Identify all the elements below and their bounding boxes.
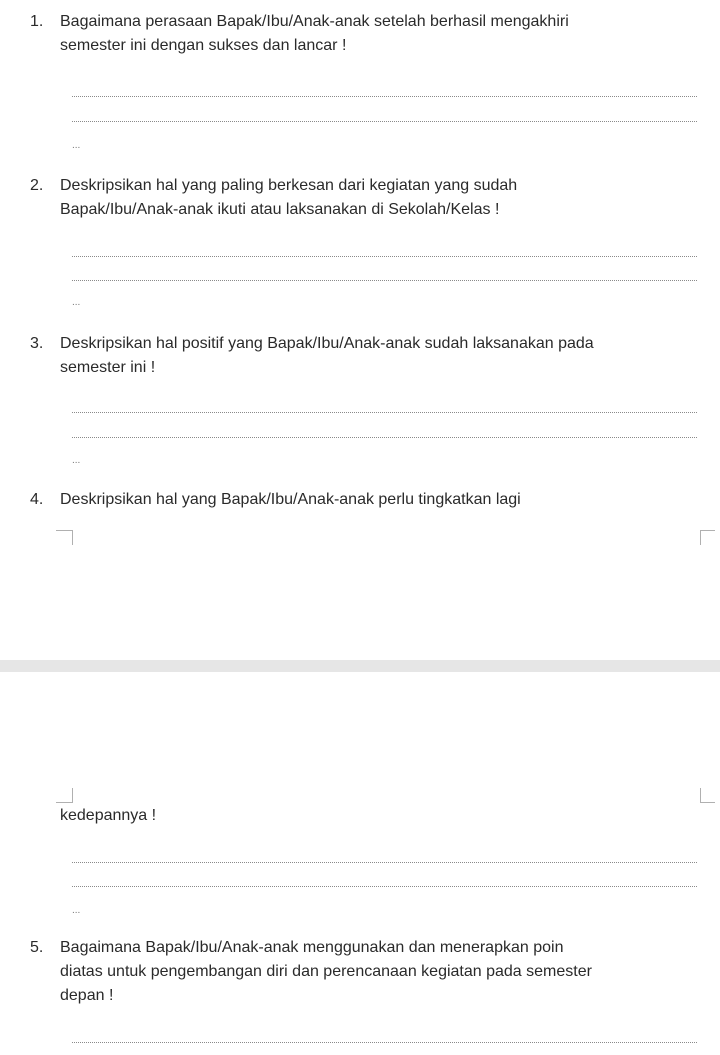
question-3 xyxy=(30,332,700,380)
question-text xyxy=(60,936,700,1008)
answer-line[interactable] xyxy=(72,96,697,97)
question-line: Deskripsikan hal yang Bapak/Ibu/Anak-anak perlu tingkatkan lagi xyxy=(60,491,521,508)
question-line: Bagaimana perasaan Bapak/Ibu/Anak-anak setelah berhasil mengakhiri xyxy=(60,13,569,30)
question-text xyxy=(60,10,700,58)
question-line: Bapak/Ibu/Anak-anak ikuti atau laksanakan di Sekolah/Kelas ! xyxy=(60,201,500,218)
answer-line[interactable] xyxy=(72,412,697,413)
answer-line[interactable] xyxy=(72,280,697,281)
question-number: 3. xyxy=(30,335,44,352)
question-number: 4. xyxy=(30,491,44,508)
question-line: semester ini dengan sukses dan lancar ! xyxy=(60,37,347,54)
margin-corner-mark xyxy=(56,530,73,545)
answer-line[interactable] xyxy=(72,886,697,887)
question-line: Deskripsikan hal positif yang Bapak/Ibu/Anak-anak sudah laksanakan pada xyxy=(60,335,594,352)
question-2 xyxy=(30,174,700,222)
page-break xyxy=(0,660,720,672)
answer-line[interactable] xyxy=(72,1042,697,1043)
question-text xyxy=(60,332,700,380)
margin-corner-mark xyxy=(700,788,715,803)
question-line: depan ! xyxy=(60,987,114,1004)
answer-ellipsis: ... xyxy=(72,455,81,466)
answer-ellipsis: ... xyxy=(72,905,81,916)
answer-line[interactable] xyxy=(72,121,697,122)
question-line: semester ini ! xyxy=(60,359,156,376)
question-line: diatas untuk pengembangan diri dan perencanaan kegiatan pada semester xyxy=(60,963,592,980)
question-text xyxy=(60,488,700,512)
answer-ellipsis: ... xyxy=(72,297,81,308)
question-text xyxy=(60,174,700,222)
question-4 xyxy=(30,488,700,512)
question-1 xyxy=(30,10,700,58)
answer-line[interactable] xyxy=(72,437,697,438)
margin-corner-mark xyxy=(56,788,73,803)
question-line: Deskripsikan hal yang paling berkesan dari kegiatan yang sudah xyxy=(60,177,518,194)
answer-ellipsis: ... xyxy=(72,140,81,151)
question-4-continuation: kedepannya ! xyxy=(60,807,157,824)
answer-line[interactable] xyxy=(72,862,697,863)
question-line: Bagaimana Bapak/Ibu/Anak-anak menggunakan dan menerapkan poin xyxy=(60,939,564,956)
question-number: 2. xyxy=(30,177,44,194)
question-number: 5. xyxy=(30,939,44,956)
question-5 xyxy=(30,936,700,1008)
answer-line[interactable] xyxy=(72,256,697,257)
margin-corner-mark xyxy=(700,530,715,545)
question-number: 1. xyxy=(30,13,44,30)
